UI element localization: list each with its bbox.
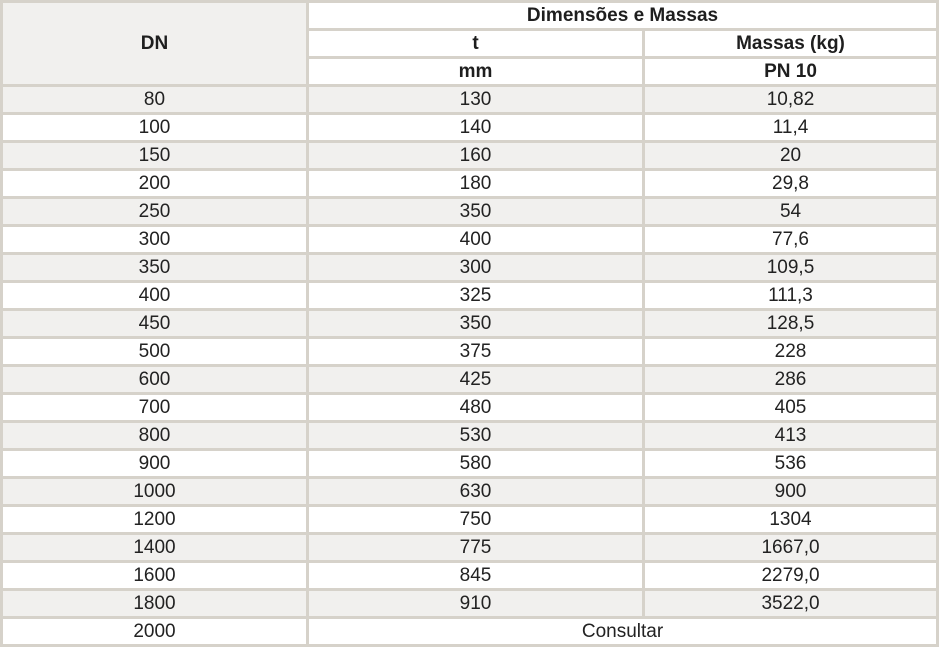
cell-mass: 111,3 bbox=[645, 283, 936, 308]
header-group-title: Dimensões e Massas bbox=[309, 3, 936, 28]
table-row-last bbox=[3, 619, 936, 644]
cell-mass: 128,5 bbox=[645, 311, 936, 336]
table-row bbox=[3, 395, 936, 420]
cell-dn: 400 bbox=[3, 283, 306, 308]
table-row bbox=[3, 367, 936, 392]
cell-mass: 29,8 bbox=[645, 171, 936, 196]
cell-t: 910 bbox=[309, 591, 642, 616]
cell-t: 400 bbox=[309, 227, 642, 252]
table-row bbox=[3, 143, 936, 168]
table-row bbox=[3, 591, 936, 616]
cell-dn: 200 bbox=[3, 171, 306, 196]
cell-dn: 2000 bbox=[3, 619, 306, 644]
table-row bbox=[3, 311, 936, 336]
cell-dn: 450 bbox=[3, 311, 306, 336]
cell-t: 350 bbox=[309, 199, 642, 224]
cell-mass: 900 bbox=[645, 479, 936, 504]
table-row bbox=[3, 87, 936, 112]
cell-dn: 1600 bbox=[3, 563, 306, 588]
cell-mass: 286 bbox=[645, 367, 936, 392]
cell-dn: 600 bbox=[3, 367, 306, 392]
cell-t: 375 bbox=[309, 339, 642, 364]
table-row bbox=[3, 479, 936, 504]
table-row bbox=[3, 535, 936, 560]
cell-dn: 350 bbox=[3, 255, 306, 280]
cell-t: 130 bbox=[309, 87, 642, 112]
cell-mass: 228 bbox=[645, 339, 936, 364]
cell-mass: 536 bbox=[645, 451, 936, 476]
cell-t: 580 bbox=[309, 451, 642, 476]
cell-dn: 80 bbox=[3, 87, 306, 112]
cell-t: 845 bbox=[309, 563, 642, 588]
table-body bbox=[3, 87, 936, 616]
cell-mass: 54 bbox=[645, 199, 936, 224]
cell-t: 325 bbox=[309, 283, 642, 308]
table-row bbox=[3, 283, 936, 308]
table-row bbox=[3, 339, 936, 364]
cell-dn: 500 bbox=[3, 339, 306, 364]
cell-dn: 700 bbox=[3, 395, 306, 420]
cell-dn: 1800 bbox=[3, 591, 306, 616]
cell-consultar: Consultar bbox=[309, 619, 936, 644]
cell-t: 350 bbox=[309, 311, 642, 336]
cell-t: 300 bbox=[309, 255, 642, 280]
cell-t: 140 bbox=[309, 115, 642, 140]
cell-mass: 3522,0 bbox=[645, 591, 936, 616]
table-row bbox=[3, 255, 936, 280]
table-row bbox=[3, 115, 936, 140]
cell-t: 630 bbox=[309, 479, 642, 504]
table-row bbox=[3, 227, 936, 252]
cell-dn: 1000 bbox=[3, 479, 306, 504]
cell-t: 480 bbox=[309, 395, 642, 420]
cell-t: 425 bbox=[309, 367, 642, 392]
cell-mass: 10,82 bbox=[645, 87, 936, 112]
cell-mass: 77,6 bbox=[645, 227, 936, 252]
cell-t: 775 bbox=[309, 535, 642, 560]
cell-dn: 150 bbox=[3, 143, 306, 168]
cell-t: 180 bbox=[309, 171, 642, 196]
cell-mass: 405 bbox=[645, 395, 936, 420]
cell-mass: 109,5 bbox=[645, 255, 936, 280]
header-mass: Massas (kg) bbox=[645, 31, 936, 56]
cell-dn: 250 bbox=[3, 199, 306, 224]
cell-mass: 413 bbox=[645, 423, 936, 448]
cell-mass: 1304 bbox=[645, 507, 936, 532]
table-row bbox=[3, 563, 936, 588]
cell-dn: 300 bbox=[3, 227, 306, 252]
header-dn: DN bbox=[3, 3, 306, 84]
header-t-unit: mm bbox=[309, 59, 642, 84]
cell-mass: 11,4 bbox=[645, 115, 936, 140]
header-mass-unit: PN 10 bbox=[645, 59, 936, 84]
table-row bbox=[3, 423, 936, 448]
cell-t: 160 bbox=[309, 143, 642, 168]
cell-mass: 20 bbox=[645, 143, 936, 168]
cell-mass: 2279,0 bbox=[645, 563, 936, 588]
header-t: t bbox=[309, 31, 642, 56]
table-row bbox=[3, 171, 936, 196]
cell-dn: 1400 bbox=[3, 535, 306, 560]
cell-dn: 900 bbox=[3, 451, 306, 476]
cell-dn: 800 bbox=[3, 423, 306, 448]
cell-t: 530 bbox=[309, 423, 642, 448]
cell-dn: 1200 bbox=[3, 507, 306, 532]
table-row bbox=[3, 451, 936, 476]
cell-mass: 1667,0 bbox=[645, 535, 936, 560]
cell-dn: 100 bbox=[3, 115, 306, 140]
table-row bbox=[3, 199, 936, 224]
table-row bbox=[3, 507, 936, 532]
cell-t: 750 bbox=[309, 507, 642, 532]
